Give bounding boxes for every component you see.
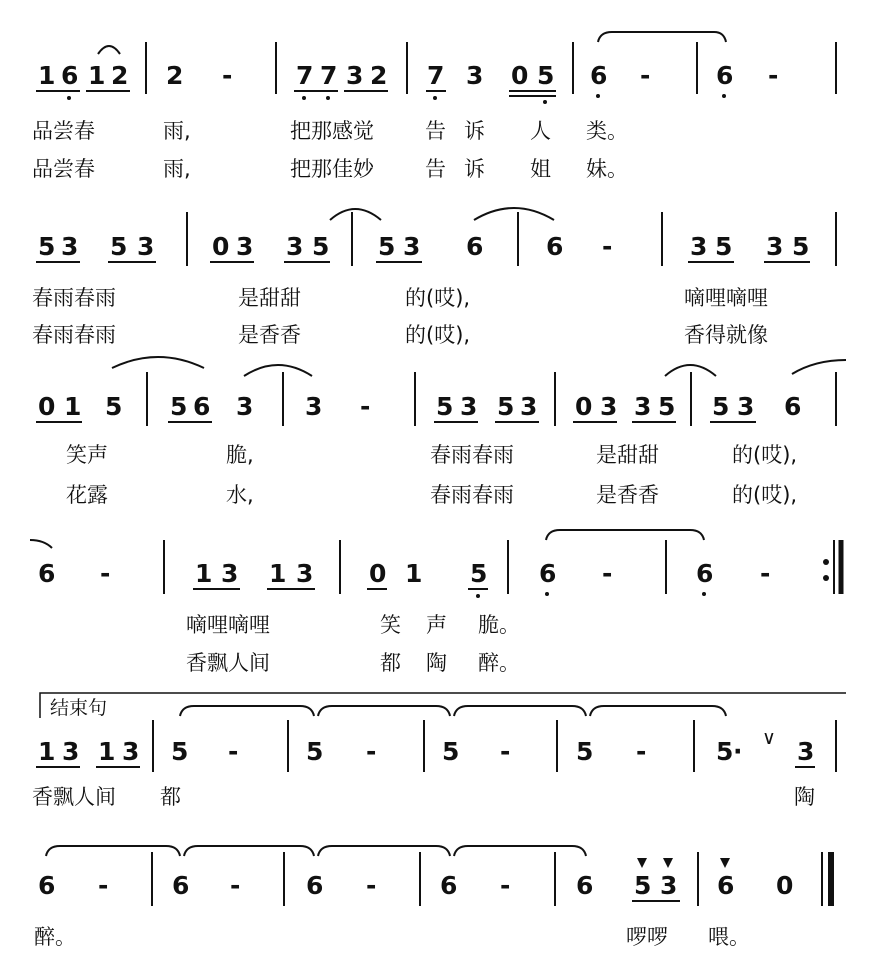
- lyric: 的(哎),: [732, 443, 798, 467]
- dash: -: [640, 61, 651, 90]
- lyric: 品尝春: [32, 157, 95, 181]
- lyric: 都: [160, 785, 181, 809]
- accent-mark: [720, 858, 730, 868]
- note: 6: [172, 871, 190, 900]
- tie: [474, 208, 554, 220]
- dash: -: [228, 737, 239, 766]
- note: 3: [520, 392, 538, 421]
- tie: [590, 706, 726, 716]
- low-octave-dot: [702, 592, 706, 596]
- lyric: 妹。: [586, 157, 628, 181]
- slur: [112, 357, 204, 368]
- tie: [598, 32, 726, 42]
- lyric: 笑: [380, 613, 401, 637]
- low-octave-dot: [67, 96, 71, 100]
- note: 5: [312, 232, 330, 261]
- note: 6: [696, 559, 714, 588]
- note: 3: [61, 232, 79, 261]
- note: 3: [460, 392, 478, 421]
- note: 0: [511, 61, 529, 90]
- dash: -: [100, 559, 111, 588]
- lyric: 嘀哩嘀哩: [186, 613, 270, 637]
- note: 3: [600, 392, 618, 421]
- lyric: 笑声: [66, 443, 108, 467]
- low-octave-dot: [476, 594, 480, 598]
- note: 3: [296, 559, 314, 588]
- tie: [180, 706, 314, 716]
- note: 6: [440, 871, 458, 900]
- lyric: 雨,: [163, 157, 191, 181]
- lyric: 陶: [426, 651, 447, 675]
- low-octave-dot: [722, 94, 726, 98]
- low-octave-dot: [433, 96, 437, 100]
- repeat-dot: [823, 575, 829, 581]
- note: 7: [427, 61, 445, 90]
- tie: [318, 706, 450, 716]
- note: 5: [715, 232, 733, 261]
- note: 3: [236, 392, 254, 421]
- lyric: 香得就像: [684, 323, 768, 347]
- lyric: 春雨春雨: [430, 443, 514, 467]
- note: 3: [236, 232, 254, 261]
- note: 3: [346, 61, 364, 90]
- note: 0: [369, 559, 387, 588]
- accent-mark: [637, 858, 647, 868]
- note: 6: [38, 559, 56, 588]
- breath-mark: ∨: [762, 727, 776, 749]
- note: 3: [122, 737, 140, 766]
- note: 1: [195, 559, 213, 588]
- lyric: 的(哎),: [732, 483, 798, 507]
- note: 3: [797, 737, 815, 766]
- dash: -: [230, 871, 241, 900]
- lyric: 陶: [794, 785, 815, 809]
- note: 6: [61, 61, 79, 90]
- lyric: 人: [530, 119, 551, 143]
- note: 5: [576, 737, 594, 766]
- lyric: 嘀哩嘀哩: [684, 286, 768, 310]
- lyric: 类。: [586, 119, 628, 143]
- note: 3: [221, 559, 239, 588]
- dash: -: [366, 871, 377, 900]
- note: 3: [737, 392, 755, 421]
- lyric: 都: [380, 651, 401, 675]
- note: 5: [105, 392, 123, 421]
- note: 3: [403, 232, 421, 261]
- note: 1: [269, 559, 287, 588]
- note: 5: [537, 61, 555, 90]
- note: 5: [716, 737, 734, 766]
- note: 6: [590, 61, 608, 90]
- note: 0: [212, 232, 230, 261]
- note: 5: [442, 737, 460, 766]
- slur: [330, 209, 381, 220]
- note: 3: [137, 232, 155, 261]
- note: 5: [792, 232, 810, 261]
- note: 6: [716, 61, 734, 90]
- lyric: 是甜甜: [596, 443, 659, 467]
- score-line-6: [34, 846, 831, 949]
- note: 6: [539, 559, 557, 588]
- note: 3: [62, 737, 80, 766]
- note: 1: [405, 559, 423, 588]
- lyric: 诉: [464, 157, 485, 181]
- low-octave-dot: [545, 592, 549, 596]
- note: 5: [38, 232, 56, 261]
- note: 1: [38, 737, 56, 766]
- lyric: 春雨春雨: [32, 323, 116, 347]
- note: 1: [98, 737, 116, 766]
- note: 5: [497, 392, 515, 421]
- score-line-1: [32, 32, 836, 181]
- lyric: 诉: [464, 119, 485, 143]
- slur: [98, 46, 120, 54]
- note: 0: [776, 871, 794, 900]
- note: 3: [766, 232, 784, 261]
- note: 6: [784, 392, 802, 421]
- lyric: 水,: [226, 483, 254, 507]
- lyric: 雨,: [163, 119, 191, 143]
- dash: -: [222, 61, 233, 90]
- lyric: 是香香: [596, 483, 659, 507]
- lyric: 春雨春雨: [32, 286, 116, 310]
- lyric: 醉。: [478, 651, 520, 675]
- note: 5: [470, 559, 488, 588]
- dash: -: [602, 559, 613, 588]
- note: 5: [436, 392, 454, 421]
- dash: -: [500, 737, 511, 766]
- note: 3: [660, 871, 678, 900]
- dot-duration: ·: [733, 737, 743, 766]
- tie: [244, 365, 312, 376]
- dash: -: [602, 232, 613, 261]
- lyric: 声: [426, 613, 447, 637]
- note: 3: [690, 232, 708, 261]
- lyric: 把那感觉: [290, 119, 374, 143]
- tie-from-previous-line: [30, 540, 52, 548]
- lyric: 把那佳妙: [290, 157, 374, 181]
- ending-label: 结束句: [50, 697, 108, 719]
- lyric: 春雨春雨: [430, 483, 514, 507]
- note: 6: [466, 232, 484, 261]
- lyric: 的(哎),: [405, 323, 471, 347]
- note: 6: [576, 871, 594, 900]
- dash: -: [636, 737, 647, 766]
- note: 5: [378, 232, 396, 261]
- repeat-dot: [823, 559, 829, 565]
- dash: -: [366, 737, 377, 766]
- note: 3: [634, 392, 652, 421]
- note: 3: [305, 392, 323, 421]
- lyric: 香飘人间: [186, 651, 270, 675]
- score-line-2: [32, 208, 836, 347]
- lyric: 的(哎),: [405, 286, 471, 310]
- dash: -: [768, 61, 779, 90]
- dash: -: [760, 559, 771, 588]
- score-line-3: [36, 357, 846, 507]
- low-octave-dot: [326, 96, 330, 100]
- note: 3: [286, 232, 304, 261]
- tie: [318, 846, 450, 856]
- note: 1: [88, 61, 106, 90]
- note: 7: [320, 61, 338, 90]
- note: 5: [306, 737, 324, 766]
- lyric: 品尝春: [32, 119, 95, 143]
- score-line-5-ending: [32, 693, 846, 809]
- low-octave-dot: [543, 100, 547, 104]
- note: 6: [193, 392, 211, 421]
- note: 3: [466, 61, 484, 90]
- note: 2: [166, 61, 184, 90]
- note: 1: [38, 61, 56, 90]
- tie: [454, 846, 586, 856]
- dash: -: [500, 871, 511, 900]
- note: 6: [38, 871, 56, 900]
- note: 5: [658, 392, 676, 421]
- lyric: 啰啰: [626, 925, 668, 949]
- lyric: 喂。: [708, 925, 750, 949]
- note: 2: [370, 61, 388, 90]
- note: 5: [170, 392, 188, 421]
- lyric: 花露: [66, 483, 108, 507]
- note: 5: [171, 737, 189, 766]
- lyric: 脆,: [226, 443, 254, 467]
- lyric: 姐: [530, 157, 551, 181]
- lyric: 醉。: [34, 925, 76, 949]
- lyric: 告: [425, 157, 446, 181]
- lyric: 是甜甜: [238, 286, 301, 310]
- tie: [184, 846, 314, 856]
- note: 1: [64, 392, 82, 421]
- note: 5: [110, 232, 128, 261]
- accent-mark: [663, 858, 673, 868]
- note: 0: [575, 392, 593, 421]
- note: 2: [111, 61, 129, 90]
- dash: -: [360, 392, 371, 421]
- score-line-4: [30, 530, 841, 675]
- note: 6: [717, 871, 735, 900]
- tie: [454, 706, 586, 716]
- lyric: 脆。: [478, 613, 520, 637]
- tie-to-next-line: [792, 360, 846, 374]
- note: 6: [306, 871, 324, 900]
- tie: [46, 846, 180, 856]
- lyric: 香飘人间: [32, 785, 116, 809]
- tie: [546, 530, 704, 540]
- dash: -: [98, 871, 109, 900]
- lyric: 是香香: [238, 323, 301, 347]
- low-octave-dot: [302, 96, 306, 100]
- note: 6: [546, 232, 564, 261]
- note: 7: [296, 61, 314, 90]
- lyric: 告: [425, 119, 446, 143]
- note: 5: [712, 392, 730, 421]
- note: 5: [634, 871, 652, 900]
- note: 0: [38, 392, 56, 421]
- low-octave-dot: [596, 94, 600, 98]
